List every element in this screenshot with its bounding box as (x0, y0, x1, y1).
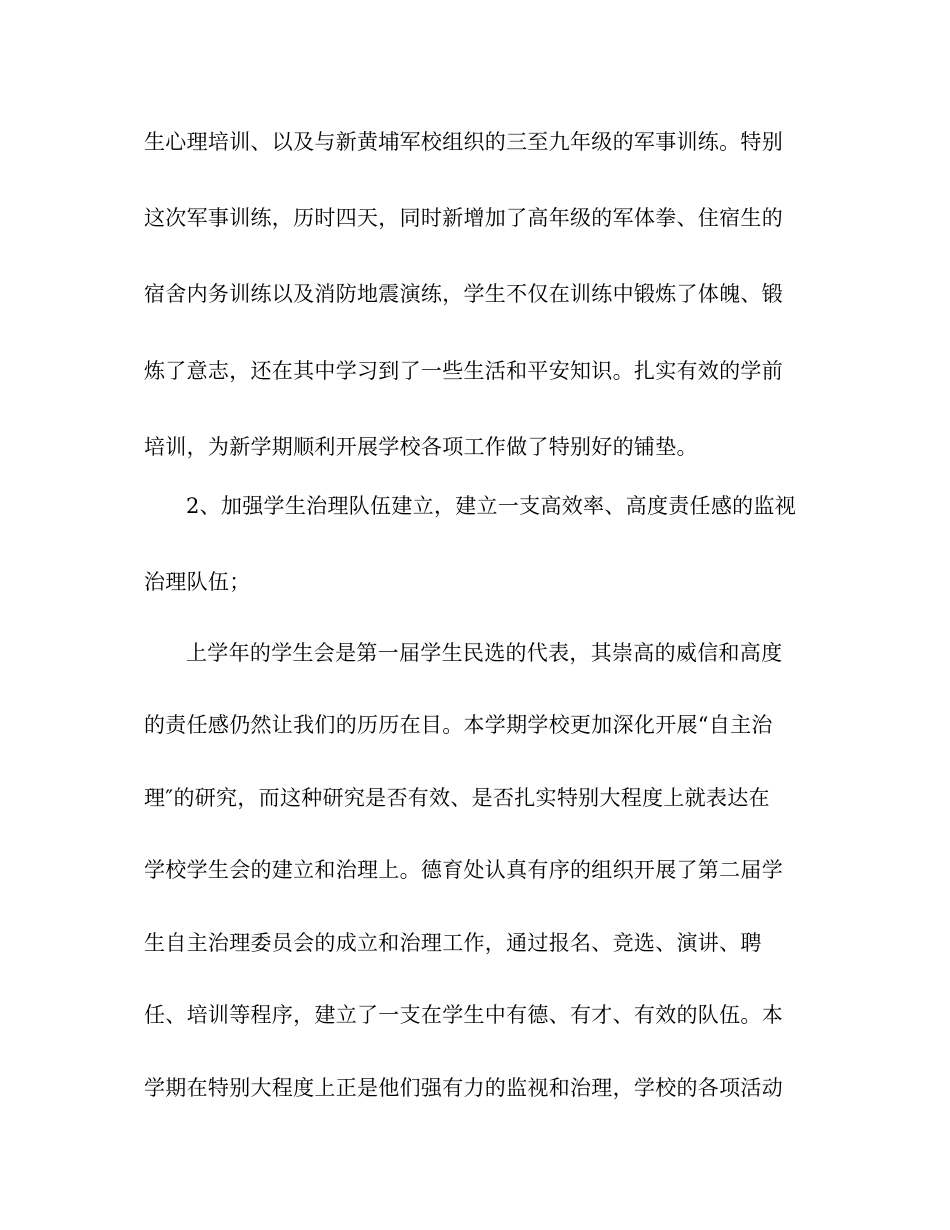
body-text-line: 学校学生会的建立和治理上。德育处认真有序的组织开展了第二届学 (144, 858, 783, 882)
body-text-line: 宿舍内务训练以及消防地震演练，学生不仅在训练中锻炼了体魄、锻 (144, 282, 783, 306)
section-heading-line: 治理队伍； (144, 570, 251, 594)
body-text-line: 生自主治理委员会的成立和治理工作，通过报名、竞选、演讲、聘 (144, 931, 762, 955)
body-text-line: 生心理培训、以及与新黄埔军校组织的三至九年级的军事训练。特别 (144, 130, 783, 154)
section-heading-line: 2、加强学生治理队伍建立，建立一支高效率、高度责任感的监视 (186, 494, 797, 518)
body-text-line: 炼了意志，还在其中学习到了一些生活和平安知识。扎实有效的学前 (144, 359, 783, 383)
body-text-line: 培训，为新学期顺利开展学校各项工作做了特别好的铺垫。 (144, 435, 698, 459)
body-text-line: 理″的研究，而这种研究是否有效、是否扎实特别大程度上就表达在 (144, 786, 770, 810)
paragraph-first-line: 上学年的学生会是第一届学生民选的代表，其崇高的威信和高度 (186, 641, 783, 665)
body-text-line: 的责任感仍然让我们的历历在目。本学期学校更加深化开展“自主治 (144, 713, 773, 737)
body-text-line: 任、培训等程序，建立了一支在学生中有德、有才、有效的队伍。本 (144, 1003, 783, 1027)
body-text-line: 这次军事训练，历时四天，同时新增加了高年级的军体拳、住宿生的 (144, 206, 783, 230)
body-text-line: 学期在特别大程度上正是他们强有力的监视和治理，学校的各项活动 (144, 1076, 783, 1100)
